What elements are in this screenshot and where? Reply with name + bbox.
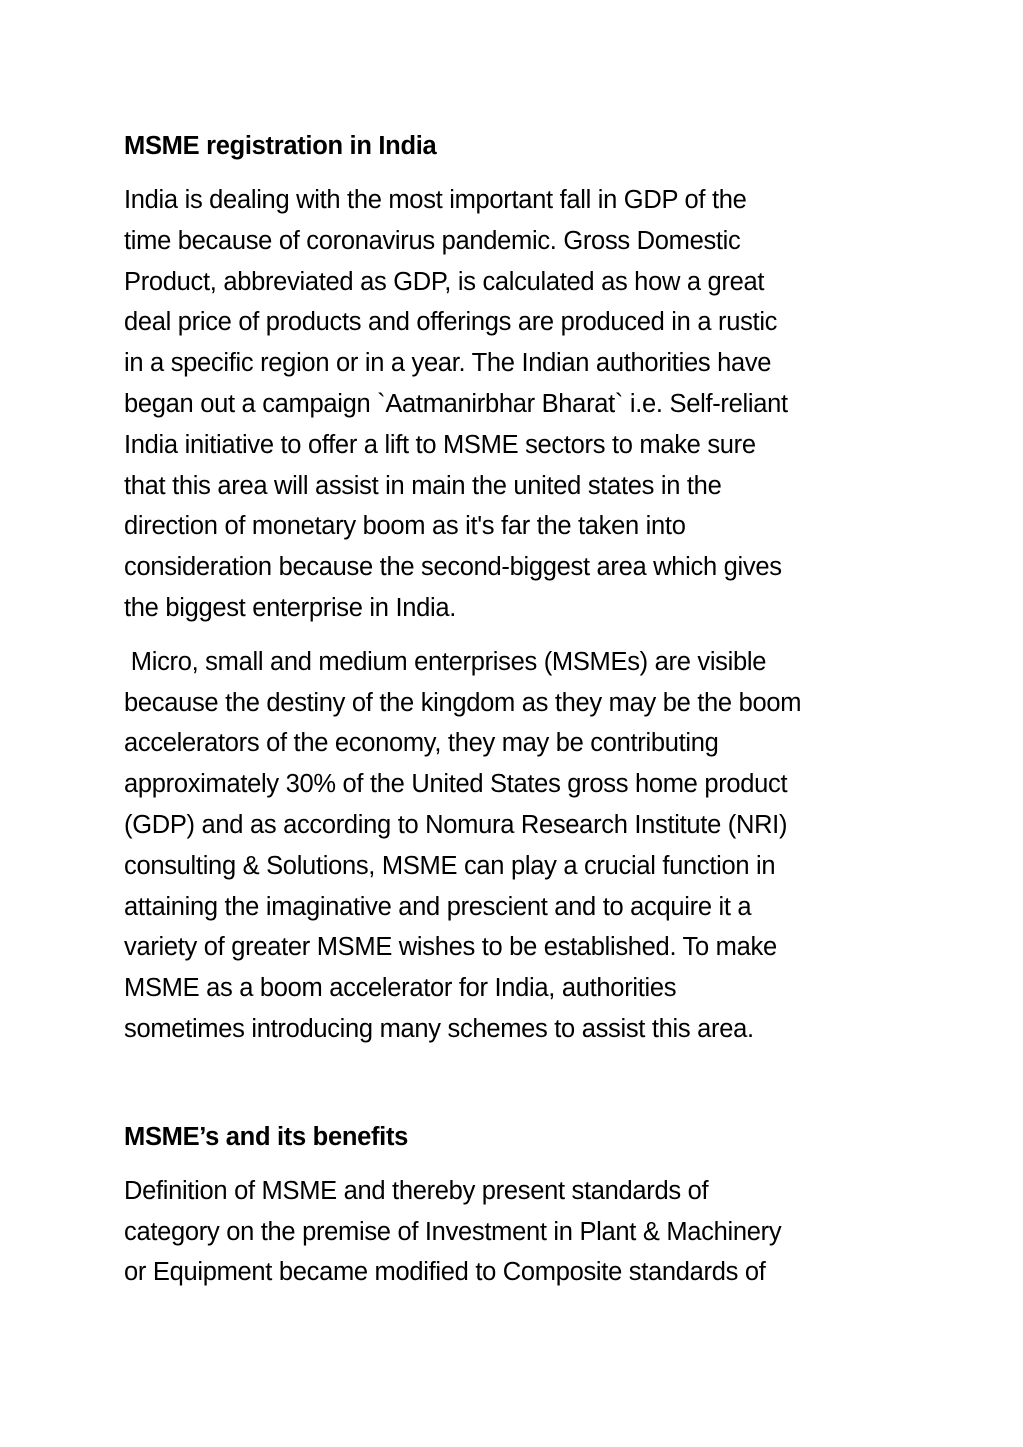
text-line: category on the premise of Investment in Plant & Machinery xyxy=(124,1217,782,1246)
paragraph xyxy=(124,1171,914,1293)
text-line: in a specific region or in a year. The Indian authorities have xyxy=(124,349,772,378)
text-line: consulting & Solutions, MSME can play a crucial function in xyxy=(124,851,776,880)
section-msme-benefits xyxy=(124,1117,914,1293)
text-line: attaining the imaginative and prescient and to acquire it a xyxy=(124,892,752,921)
text-line: the biggest enterprise in India. xyxy=(124,593,457,622)
text-line: India initiative to offer a lift to MSME sectors to make sure xyxy=(124,430,756,459)
text-line: MSME as a boom accelerator for India, authorities xyxy=(124,974,677,1003)
text-line: because the destiny of the kingdom as they may be the boom xyxy=(124,688,802,717)
text-line: accelerators of the economy, they may be contributing xyxy=(124,729,719,758)
text-line: that this area will assist in main the united states in the xyxy=(124,471,722,500)
text-line: Definition of MSME and thereby present standards of xyxy=(124,1176,709,1205)
paragraph xyxy=(124,642,914,1050)
document-body xyxy=(124,126,914,1293)
text-line: approximately 30% of the United States gross home product xyxy=(124,770,788,799)
section-heading: MSME’s and its benefits xyxy=(124,1122,409,1151)
section-heading: MSME registration in India xyxy=(124,132,437,160)
text-line: began out a campaign `Aatmanirbhar Bharat` i.e. Self-reliant xyxy=(124,389,788,418)
text-line: variety of greater MSME wishes to be established. To make xyxy=(124,933,777,962)
text-line: consideration because the second-biggest area which gives xyxy=(124,553,782,582)
paragraph xyxy=(124,180,914,629)
text-line: direction of monetary boom as it's far the taken into xyxy=(124,512,686,541)
text-line: deal price of products and offerings are produced in a rustic xyxy=(124,308,778,337)
text-line: Product, abbreviated as GDP, is calculated as how a great xyxy=(124,267,765,296)
text-line: sometimes introducing many schemes to assist this area. xyxy=(124,1014,754,1043)
text-line: Micro, small and medium enterprises (MSMEs) are visible xyxy=(124,647,767,676)
text-line: India is dealing with the most important fall in GDP of the xyxy=(124,186,747,214)
section-msme-registration xyxy=(124,126,914,1050)
text-line: or Equipment became modified to Composite standards of xyxy=(124,1258,766,1287)
text-line: (GDP) and as according to Nomura Research Institute (NRI) xyxy=(124,810,788,839)
text-line: time because of coronavirus pandemic. Gross Domestic xyxy=(124,226,741,255)
